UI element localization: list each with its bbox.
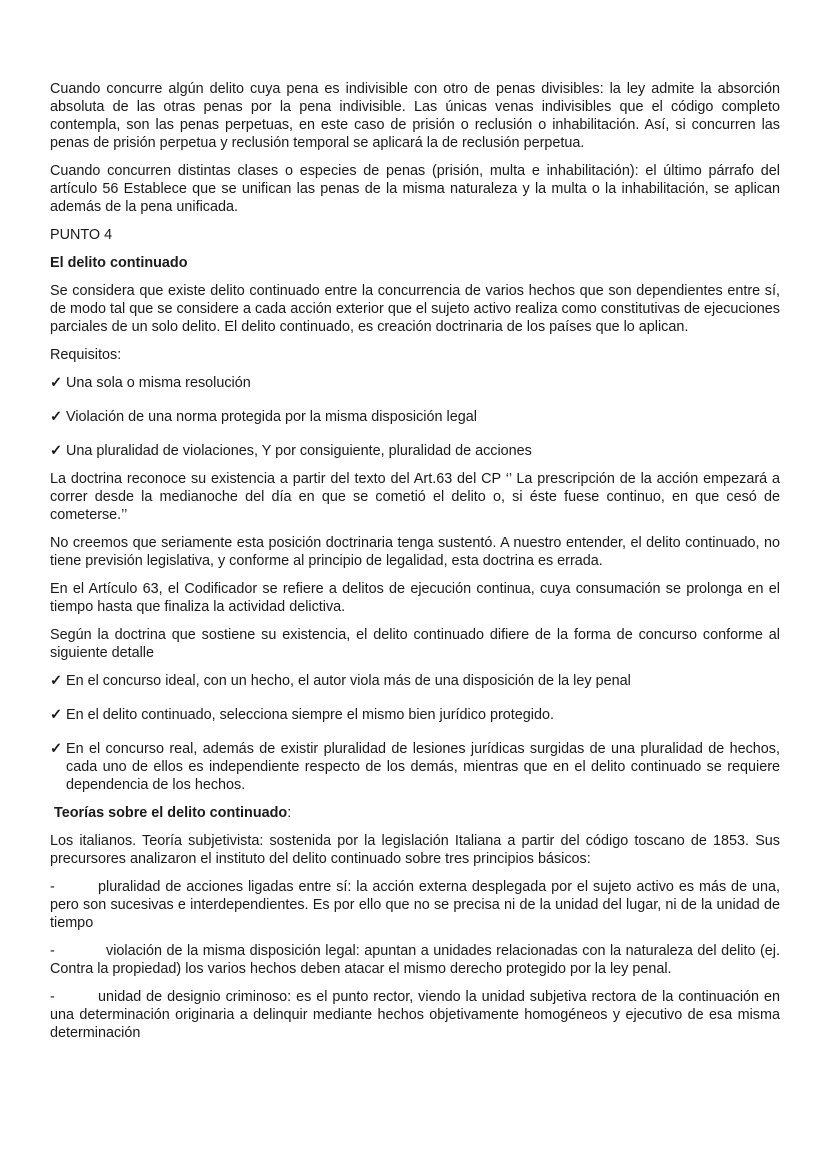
check-item-text: Una sola o misma resolución — [66, 375, 251, 391]
check-item — [50, 706, 780, 724]
dash-item-text: unidad de designio criminoso: es el punto rector, viendo la unidad subjetiva rectora de la continuación en una determinación originaria a delinquir mediante hechos objetivamente homogéneos y ejecutivo de esa misma determinación — [50, 989, 780, 1041]
check-icon: ✓ — [50, 375, 63, 391]
section-label-punto-4: PUNTO 4 — [50, 227, 113, 243]
heading-delito-continuado: El delito continuado — [50, 255, 188, 271]
paragraph-segun-doctrina: Según la doctrina que sostiene su existencia, el delito continuado difiere de la forma de concurso conforme al siguiente detalle — [50, 627, 780, 661]
paragraph-articulo-63: En el Artículo 63, el Codificador se refiere a delitos de ejecución continua, cuya consumación se prolonga en el tiempo hasta que finaliza la actividad delictiva. — [50, 581, 780, 615]
check-icon: ✓ — [50, 443, 63, 459]
dash-bullet: - — [50, 943, 55, 959]
paragraph-pena-indivisible: Cuando concurre algún delito cuya pena es indivisible con otro de penas divisibles: la ley admite la absorción absoluta de las otras penas por la pena indivisible. Las únicas venas indivisibles que el código completo contempla, son las penas perpetuas, en este caso de prisión o reclusión o inhabilitación. Así, si concurren las penas de prisión perpetua y reclusión temporal se aplicará la de reclusión perpetua. — [50, 81, 780, 151]
check-item-text: En el concurso ideal, con un hecho, el autor viola más de una disposición de la ley penal — [66, 673, 631, 689]
check-item-text: En el delito continuado, selecciona siempre el mismo bien jurídico protegido. — [66, 707, 554, 723]
check-item — [50, 408, 780, 426]
requisitos-label: Requisitos: — [50, 347, 122, 363]
paragraph-posicion: No creemos que seriamente esta posición doctrinaria tenga sustentó. A nuestro entender, el delito continuado, no tiene previsión legislativa, y conforme al principio de legalidad, esta doctrina es errada. — [50, 535, 780, 569]
check-icon: ✓ — [50, 741, 63, 757]
check-item — [50, 374, 780, 392]
dash-item-text: pluralidad de acciones ligadas entre sí: la acción externa desplegada por el sujeto activo es más de una, pero son sucesivas e interdependientes. Es por ello que no se precisa ni de la unidad del lugar, ni de la unidad de tiempo — [50, 879, 780, 931]
check-item-text: Una pluralidad de violaciones, Y por consiguiente, pluralidad de acciones — [66, 443, 532, 459]
check-item-text: Violación de una norma protegida por la misma disposición legal — [66, 409, 477, 425]
check-icon: ✓ — [50, 409, 63, 425]
dash-bullet: - — [50, 989, 55, 1005]
check-item — [50, 740, 780, 794]
paragraph-distintas-clases: Cuando concurren distintas clases o especies de penas (prisión, multa e inhabilitación): el último párrafo del artículo 56 Establece que se unifican las penas de la misma naturaleza y la multa o la inhabilitación, se aplican además de la pena unificada. — [50, 163, 780, 215]
dash-bullet: - — [50, 879, 55, 895]
heading-teorias — [50, 804, 780, 822]
check-item — [50, 442, 780, 460]
paragraph-doctrina-art63: La doctrina reconoce su existencia a partir del texto del Art.63 del CP ‘’ La prescripción de la acción empezará a correr desde la medianoche del día en que se cometió el delito o, si éste fuese continuo, en que cesó de cometerse.’’ — [50, 471, 780, 523]
paragraph-italianos: Los italianos. Teoría subjetivista: sostenida por la legislación Italiana a partir del código toscano de 1853. Sus precursores analizaron el instituto del delito continuado sobre tres principios básicos: — [50, 833, 780, 867]
dash-item — [50, 878, 780, 932]
check-item-text: En el concurso real, además de existir pluralidad de lesiones jurídicas surgidas de una pluralidad de hechos, cada uno de ellos es independiente respecto de los demás, mientras que en el delito continuado se requiere dependencia de los hechos. — [66, 741, 780, 793]
check-icon: ✓ — [50, 707, 63, 723]
check-item — [50, 672, 780, 690]
dash-item — [50, 942, 780, 978]
paragraph-definicion: Se considera que existe delito continuado entre la concurrencia de varios hechos que son dependientes entre sí, de modo tal que se considere a cada acción exterior que el sujeto activo realiza como constitutivas de ejecuciones parciales de un solo delito. El delito continuado, es creación doctrinaria de los países que lo aplican. — [50, 283, 780, 335]
dash-item — [50, 988, 780, 1042]
dash-item-text: violación de la misma disposición legal: apuntan a unidades relacionadas con la naturaleza del delito (ej. Contra la propiedad) los varios hechos deben atacar el mismo derecho protegido por la ley penal. — [50, 943, 780, 977]
heading-teorias-colon: : — [287, 805, 292, 821]
check-icon: ✓ — [50, 673, 63, 689]
heading-teorias-text: Teorías sobre el delito continuado — [54, 805, 288, 821]
